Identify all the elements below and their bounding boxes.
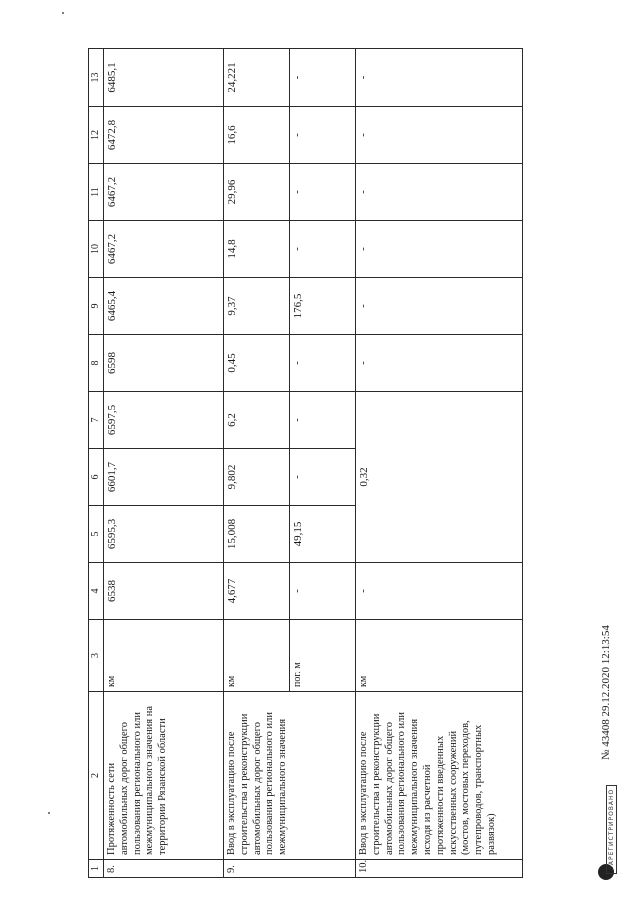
col-header: 10: [89, 221, 104, 278]
registration-stamp: ЗАРЕГИСТРИРОВАНО: [606, 785, 617, 874]
row-number: 8.: [104, 860, 224, 878]
row-description: Ввод в эксплуатацию после строительства и реконструкции автомобильных дорог общего пользования регионального или межмуниципального значения: [224, 692, 356, 860]
indicators-table-rotated: [88, 48, 521, 878]
row-unit: км: [224, 620, 290, 692]
row-number: 9.: [224, 860, 356, 878]
col-header: 1: [89, 860, 104, 878]
col-header: 7: [89, 392, 104, 449]
document-id: № 43408: [600, 719, 612, 760]
col-header: 9: [89, 278, 104, 335]
value-cell: 6538: [104, 563, 224, 620]
value-cell: -: [356, 221, 523, 278]
value-cell: 6485,1: [104, 49, 224, 107]
col-header: 13: [89, 49, 104, 107]
col-header: 5: [89, 506, 104, 563]
value-cell: 6472,8: [104, 107, 224, 164]
value-cell: 0,45: [224, 335, 290, 392]
value-cell: 6,2: [224, 392, 290, 449]
value-cell: -: [356, 107, 523, 164]
value-cell: 6598: [104, 335, 224, 392]
row-unit: пог. м: [290, 620, 356, 692]
value-cell: 49,15: [290, 506, 356, 563]
row-number: 10.: [356, 860, 523, 878]
value-cell: -: [290, 392, 356, 449]
column-number-row: [89, 49, 104, 878]
value-cell: -: [290, 164, 356, 221]
value-cell: 4,677: [224, 563, 290, 620]
table-row: [104, 49, 224, 878]
row-description: Протяженность сети автомобильных дорог общего пользования регионального или межмуниципального значения на территории Рязанской области: [104, 692, 224, 860]
value-cell: -: [290, 221, 356, 278]
registration-datetime: 29.12.2020 12:13:54: [600, 625, 612, 717]
value-cell: 6601,7: [104, 449, 224, 506]
table-row: [224, 49, 290, 878]
value-cell: -: [290, 49, 356, 107]
col-header: 8: [89, 335, 104, 392]
value-cell: 6467,2: [104, 164, 224, 221]
value-cell: 6467,2: [104, 221, 224, 278]
value-cell: 9,802: [224, 449, 290, 506]
scan-artifact: [62, 12, 64, 14]
row-unit: км: [104, 620, 224, 692]
value-cell: -: [356, 278, 523, 335]
col-header: 4: [89, 563, 104, 620]
value-cell: 16,6: [224, 107, 290, 164]
merged-value-cell: 0,32: [356, 392, 523, 563]
table-row: [356, 49, 523, 878]
value-cell: 6597,5: [104, 392, 224, 449]
value-cell: 9,37: [224, 278, 290, 335]
col-header: 6: [89, 449, 104, 506]
value-cell: -: [290, 107, 356, 164]
indicators-table: [88, 48, 523, 878]
value-cell: 24,221: [224, 49, 290, 107]
value-cell: -: [356, 335, 523, 392]
value-cell: -: [356, 164, 523, 221]
col-header: 11: [89, 164, 104, 221]
value-cell: -: [356, 49, 523, 107]
value-cell: -: [290, 563, 356, 620]
col-header: 12: [89, 107, 104, 164]
row-description: Ввод в эксплуатацию после строительства и реконструкции автомобильных дорог общего пользования регионального или межмуниципального значения исходя из расчетной протяженности введенных искусственных сооружений (мостов, мостовых переходов, путепроводов, транспортных развязок): [356, 692, 523, 860]
scan-artifact: [48, 812, 50, 814]
value-cell: 14,8: [224, 221, 290, 278]
col-header: 2: [89, 692, 104, 860]
registration-footer: [600, 460, 612, 760]
row-unit: км: [356, 620, 523, 692]
value-cell: 6595,3: [104, 506, 224, 563]
col-header: 3: [89, 620, 104, 692]
value-cell: -: [290, 449, 356, 506]
value-cell: 176,5: [290, 278, 356, 335]
value-cell: 6465,4: [104, 278, 224, 335]
value-cell: 29,96: [224, 164, 290, 221]
value-cell: 15,008: [224, 506, 290, 563]
value-cell: -: [356, 563, 523, 620]
value-cell: -: [290, 335, 356, 392]
